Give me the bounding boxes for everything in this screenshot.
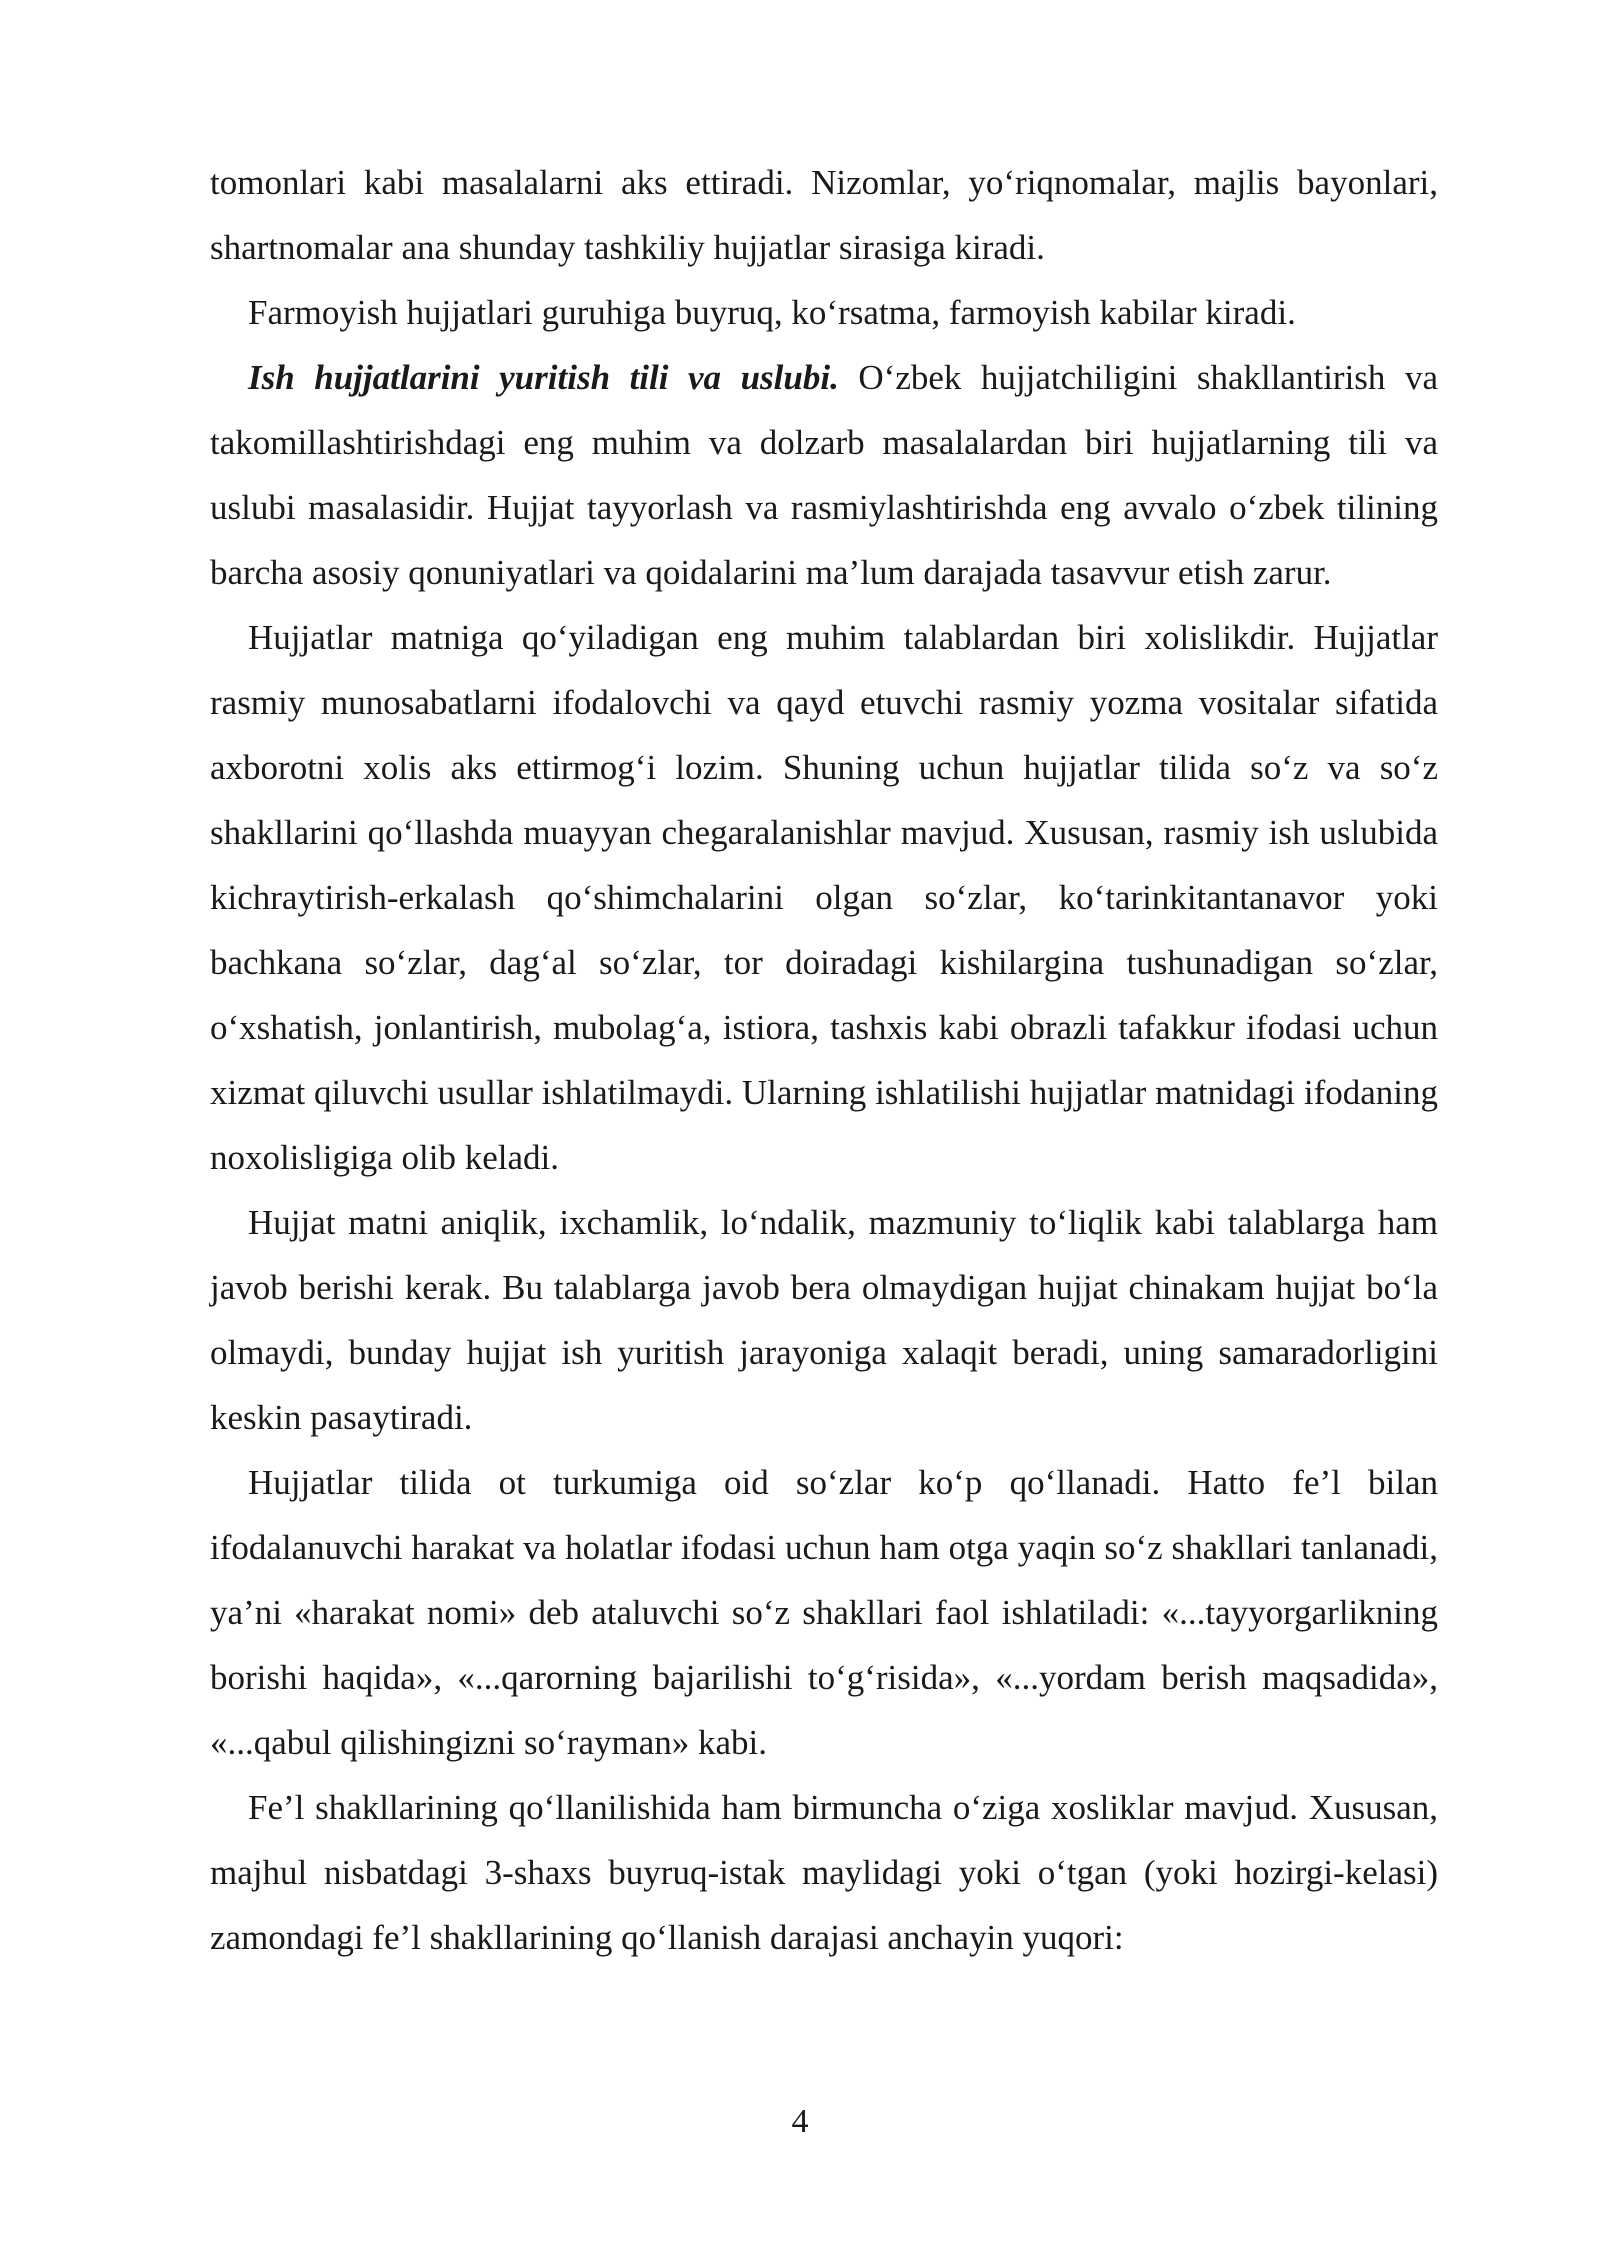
paragraph-7-text: Fe’l shakllarining qo‘llanilishida ham birmuncha o‘ziga xosliklar mavjud. Xususan, majhul nisbatdagi 3-shaxs buyruq-istak maylidagi yoki o‘tgan (yoki hozirgi-kelasi) zamondagi fe’l shakllarining qo‘llanish darajasi anchayin yuqori: bbox=[210, 1788, 1438, 1957]
paragraph-1 bbox=[210, 150, 1438, 280]
paragraph-4-text: Hujjatlar matniga qo‘yiladigan eng muhim talablardan biri xolislikdir. Hujjatlar rasmiy munosabatlarni ifodalovchi va qayd etuvchi rasmiy yozma vositalar sifatida axborotni xolis aks ettirmog‘i lozim. Shuning uchun hujjatlar tilida so‘z va so‘z shakllarini qo‘llashda muayyan chegaralanishlar mavjud. Xususan, rasmiy ish uslubida kichraytirish-erkalash qo‘shimchalarini olgan so‘zlar, ko‘tarinkitantanavor yoki bachkana so‘zlar, dag‘al so‘zlar, tor doiradagi kishilargina tushunadigan so‘zlar, o‘xshatish, jonlantirish, mubolag‘a, istiora, tashxis kabi obrazli tafakkur ifodasi uchun xizmat qiluvchi usullar ishlatilmaydi. Ularning ishlatilishi hujjatlar matnidagi ifodaning noxolisligiga olib keladi. bbox=[210, 618, 1438, 1177]
paragraph-6 bbox=[210, 1450, 1438, 1775]
document-page bbox=[210, 150, 1438, 1970]
paragraph-3-text: O‘zbek hujjatchiligini shakllantirish va takomillashtirishdagi eng muhim va dolzarb masalalardan biri hujjatlarning tili va uslubi masalasidir. Hujjat tayyorlash va rasmiylashtirishda eng avvalo o‘zbek tilining barcha asosiy qonuniyatlari va qoidalarini ma’lum darajada tasavvur etish zarur. bbox=[210, 358, 1438, 592]
paragraph-1-text: tomonlari kabi masalalarni aks ettiradi. Nizomlar, yo‘riqnomalar, majlis bayonlari, shartnomalar ana shunday tashkiliy hujjatlar sirasiga kiradi. bbox=[210, 163, 1438, 267]
paragraph-2 bbox=[210, 280, 1438, 345]
page-number: 4 bbox=[791, 2103, 809, 2140]
paragraph-7 bbox=[210, 1775, 1438, 1970]
paragraph-3 bbox=[210, 345, 1438, 605]
paragraph-2-text: Farmoyish hujjatlari guruhiga buyruq, ko‘rsatma, farmoyish kabilar kiradi. bbox=[248, 293, 1296, 332]
paragraph-4 bbox=[210, 605, 1438, 1190]
section-heading-inline: Ish hujjatlarini yuritish tili va uslubi. bbox=[248, 358, 839, 397]
paragraph-5-text: Hujjat matni aniqlik, ixchamlik, lo‘ndalik, mazmuniy to‘liqlik kabi talablarga ham javob berishi kerak. Bu talablarga javob bera olmaydigan hujjat chinakam hujjat bo‘la olmaydi, bunday hujjat ish yuritish jarayoniga xalaqit beradi, uning samaradorligini keskin pasaytiradi. bbox=[210, 1203, 1438, 1437]
paragraph-6-text: Hujjatlar tilida ot turkumiga oid so‘zlar ko‘p qo‘llanadi. Hatto fe’l bilan ifodalanuvchi harakat va holatlar ifodasi uchun ham otga yaqin so‘z shakllari tanlanadi, ya’ni «harakat nomi» deb ataluvchi so‘z shakllari faol ishlatiladi: «...tayyorgarlikning borishi haqida», «...qarorning bajarilishi to‘g‘risida», «...yordam berish maqsadida», «...qabul qilishingizni so‘rayman» kabi. bbox=[210, 1463, 1438, 1762]
paragraph-5 bbox=[210, 1190, 1438, 1450]
